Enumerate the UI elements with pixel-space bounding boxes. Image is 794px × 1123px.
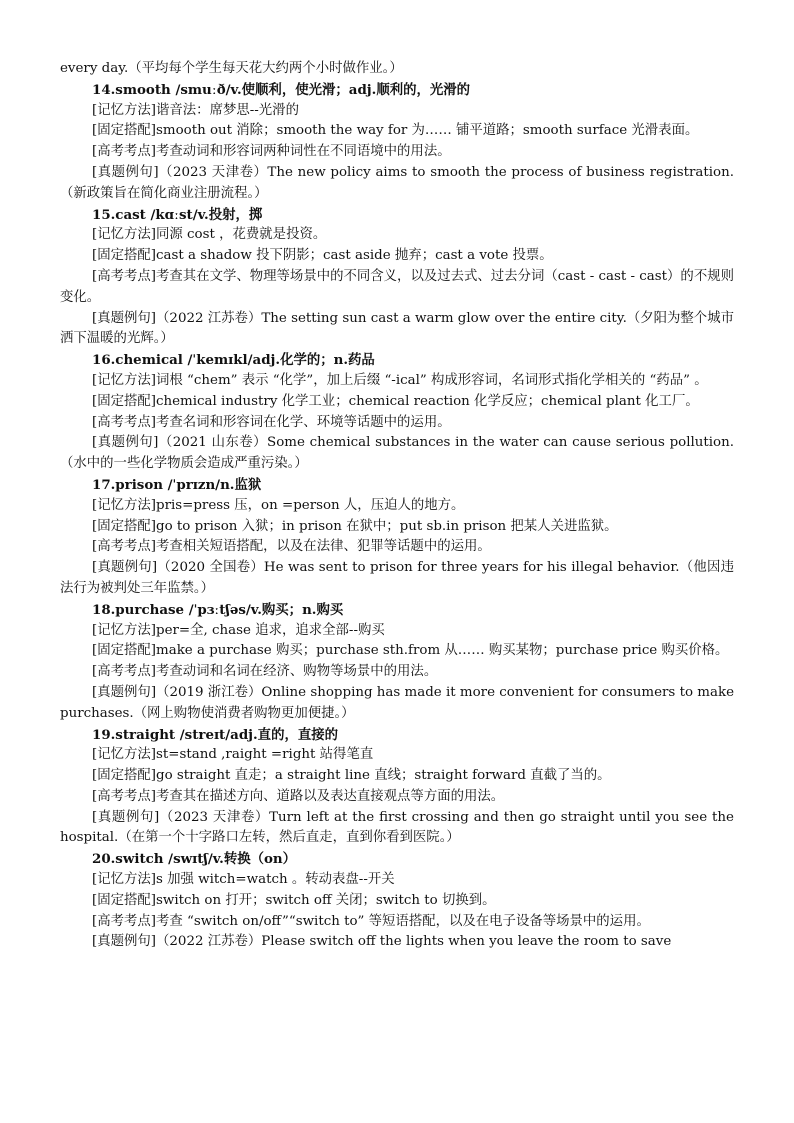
- text-line: [记忆方法]词根 “chem” 表示 “化学”，加上后缀 “-ical” 构成形容词，名词形式指化学相关的 “药品” 。: [92, 372, 708, 388]
- text-line: [记忆方法]谐音法：席梦思--光滑的: [92, 102, 299, 118]
- entry-heading: 19.straight /streɪt/adj.直的，直接的: [92, 726, 339, 743]
- text-line: [高考考点]考查动词和形容词两种词性在不同语境中的用法。: [92, 144, 451, 160]
- text-line: [高考考点]考查相关短语搭配，以及在法律、犯罪等话题中的运用。: [92, 539, 491, 555]
- text-line: [高考考点]考查其在文学、物理等场景中的不同含义，以及过去式、过去分词（cast - cast - cast）的不规则变化。: [60, 268, 734, 305]
- text-line: [固定搭配]switch on 打开；switch off 关闭；switch to 切换到。: [92, 892, 496, 908]
- text-line: [高考考点]考查 “switch on/off”“switch to” 等短语搭配，以及在电子设备等场景中的运用。: [92, 913, 650, 929]
- text-line: [固定搭配]go to prison 入狱；in prison 在狱中；put sb.in prison 把某人关进监狱。: [92, 518, 618, 534]
- document-page: [60, 59, 734, 953]
- text-line: [记忆方法]s 加强 witch=watch 。转动表盘--开关: [92, 872, 395, 888]
- text-line: [真题例句]（2022 江苏卷）The setting sun cast a warm glow over the entire city.（夕阳为整个城市洒下温暖的光辉。）: [60, 310, 734, 347]
- text-line: [真题例句]（2022 江苏卷）Please switch off the lights when you leave the room to save: [92, 934, 672, 950]
- text-line: [固定搭配]cast a shadow 投下阴影；cast aside 抛弃；cast a vote 投票。: [92, 248, 553, 264]
- text-line: [真题例句]（2023 天津卷）Turn left at the first crossing and then go straight until you see the hospital.（在第一个十字路口左转，然后直走，直到你看到医院。）: [60, 809, 734, 846]
- text-line: [高考考点]考查其在描述方向、道路以及表达直接观点等方面的用法。: [92, 788, 505, 804]
- text-line: [真题例句]（2020 全国卷）He was sent to prison for three years for his illegal behavior.（他因违法行为被判处三年监禁。）: [60, 560, 734, 596]
- text-line: every day.（平均每个学生每天花大约两个小时做作业。）: [60, 61, 403, 76]
- entry-heading: 18.purchase /ˈpɜːtʃəs/v.购买；n.购买: [92, 601, 344, 618]
- text-line: [真题例句]（2019 浙江卷）Online shopping has made it more convenient for consumers to make purchases.（网上购物使消费者购物更加便捷。）: [60, 684, 734, 721]
- entry-heading: 20.switch /swɪtʃ/v.转换（on）: [92, 851, 297, 868]
- text-line: [记忆方法]per=全, chase 追求，追求全部--购买: [92, 622, 385, 638]
- text-line: [记忆方法]pris=press 压，on =person 人，压迫人的地方。: [92, 497, 465, 513]
- text-line: [记忆方法]同源 cost ，花费就是投资。: [92, 227, 327, 243]
- entry-heading: 14.smooth /smuːð/v.使顺利，使光滑；adj.顺利的，光滑的: [92, 81, 471, 98]
- text-line: [固定搭配]go straight 直走；a straight line 直线；straight forward 直截了当的。: [92, 768, 611, 784]
- entry-heading: 15.cast /kɑːst/v.投射，掷: [92, 206, 263, 223]
- text-line: [记忆方法]st=stand ,raight =right 站得笔直: [92, 747, 374, 763]
- text-line: [固定搭配]make a purchase 购买；purchase sth.from 从…… 购买某物；purchase price 购买价格。: [92, 643, 729, 659]
- text-line: [高考考点]考查动词和名词在经济、购物等场景中的用法。: [92, 664, 438, 680]
- text-line: [高考考点]考查名词和形容词在化学、环境等话题中的运用。: [92, 414, 451, 430]
- entry-heading: 16.chemical /ˈkemɪkl/adj.化学的；n.药品: [92, 352, 375, 369]
- entry-heading: 17.prison /ˈprɪzn/n.监狱: [92, 476, 262, 493]
- text-line: [真题例句]（2021 山东卷）Some chemical substances in the water can cause serious pollution.（水中的一些化学物质会造成严重污染。）: [60, 435, 734, 472]
- text-line: [固定搭配]chemical industry 化学工业；chemical reaction 化学反应；chemical plant 化工厂。: [92, 393, 699, 409]
- text-line: [真题例句]（2023 天津卷）The new policy aims to smooth the process of business registration.（新政策旨在简化商业注册流程。）: [60, 164, 734, 201]
- text-line: [固定搭配]smooth out 消除；smooth the way for 为…… 铺平道路；smooth surface 光滑表面。: [92, 123, 699, 139]
